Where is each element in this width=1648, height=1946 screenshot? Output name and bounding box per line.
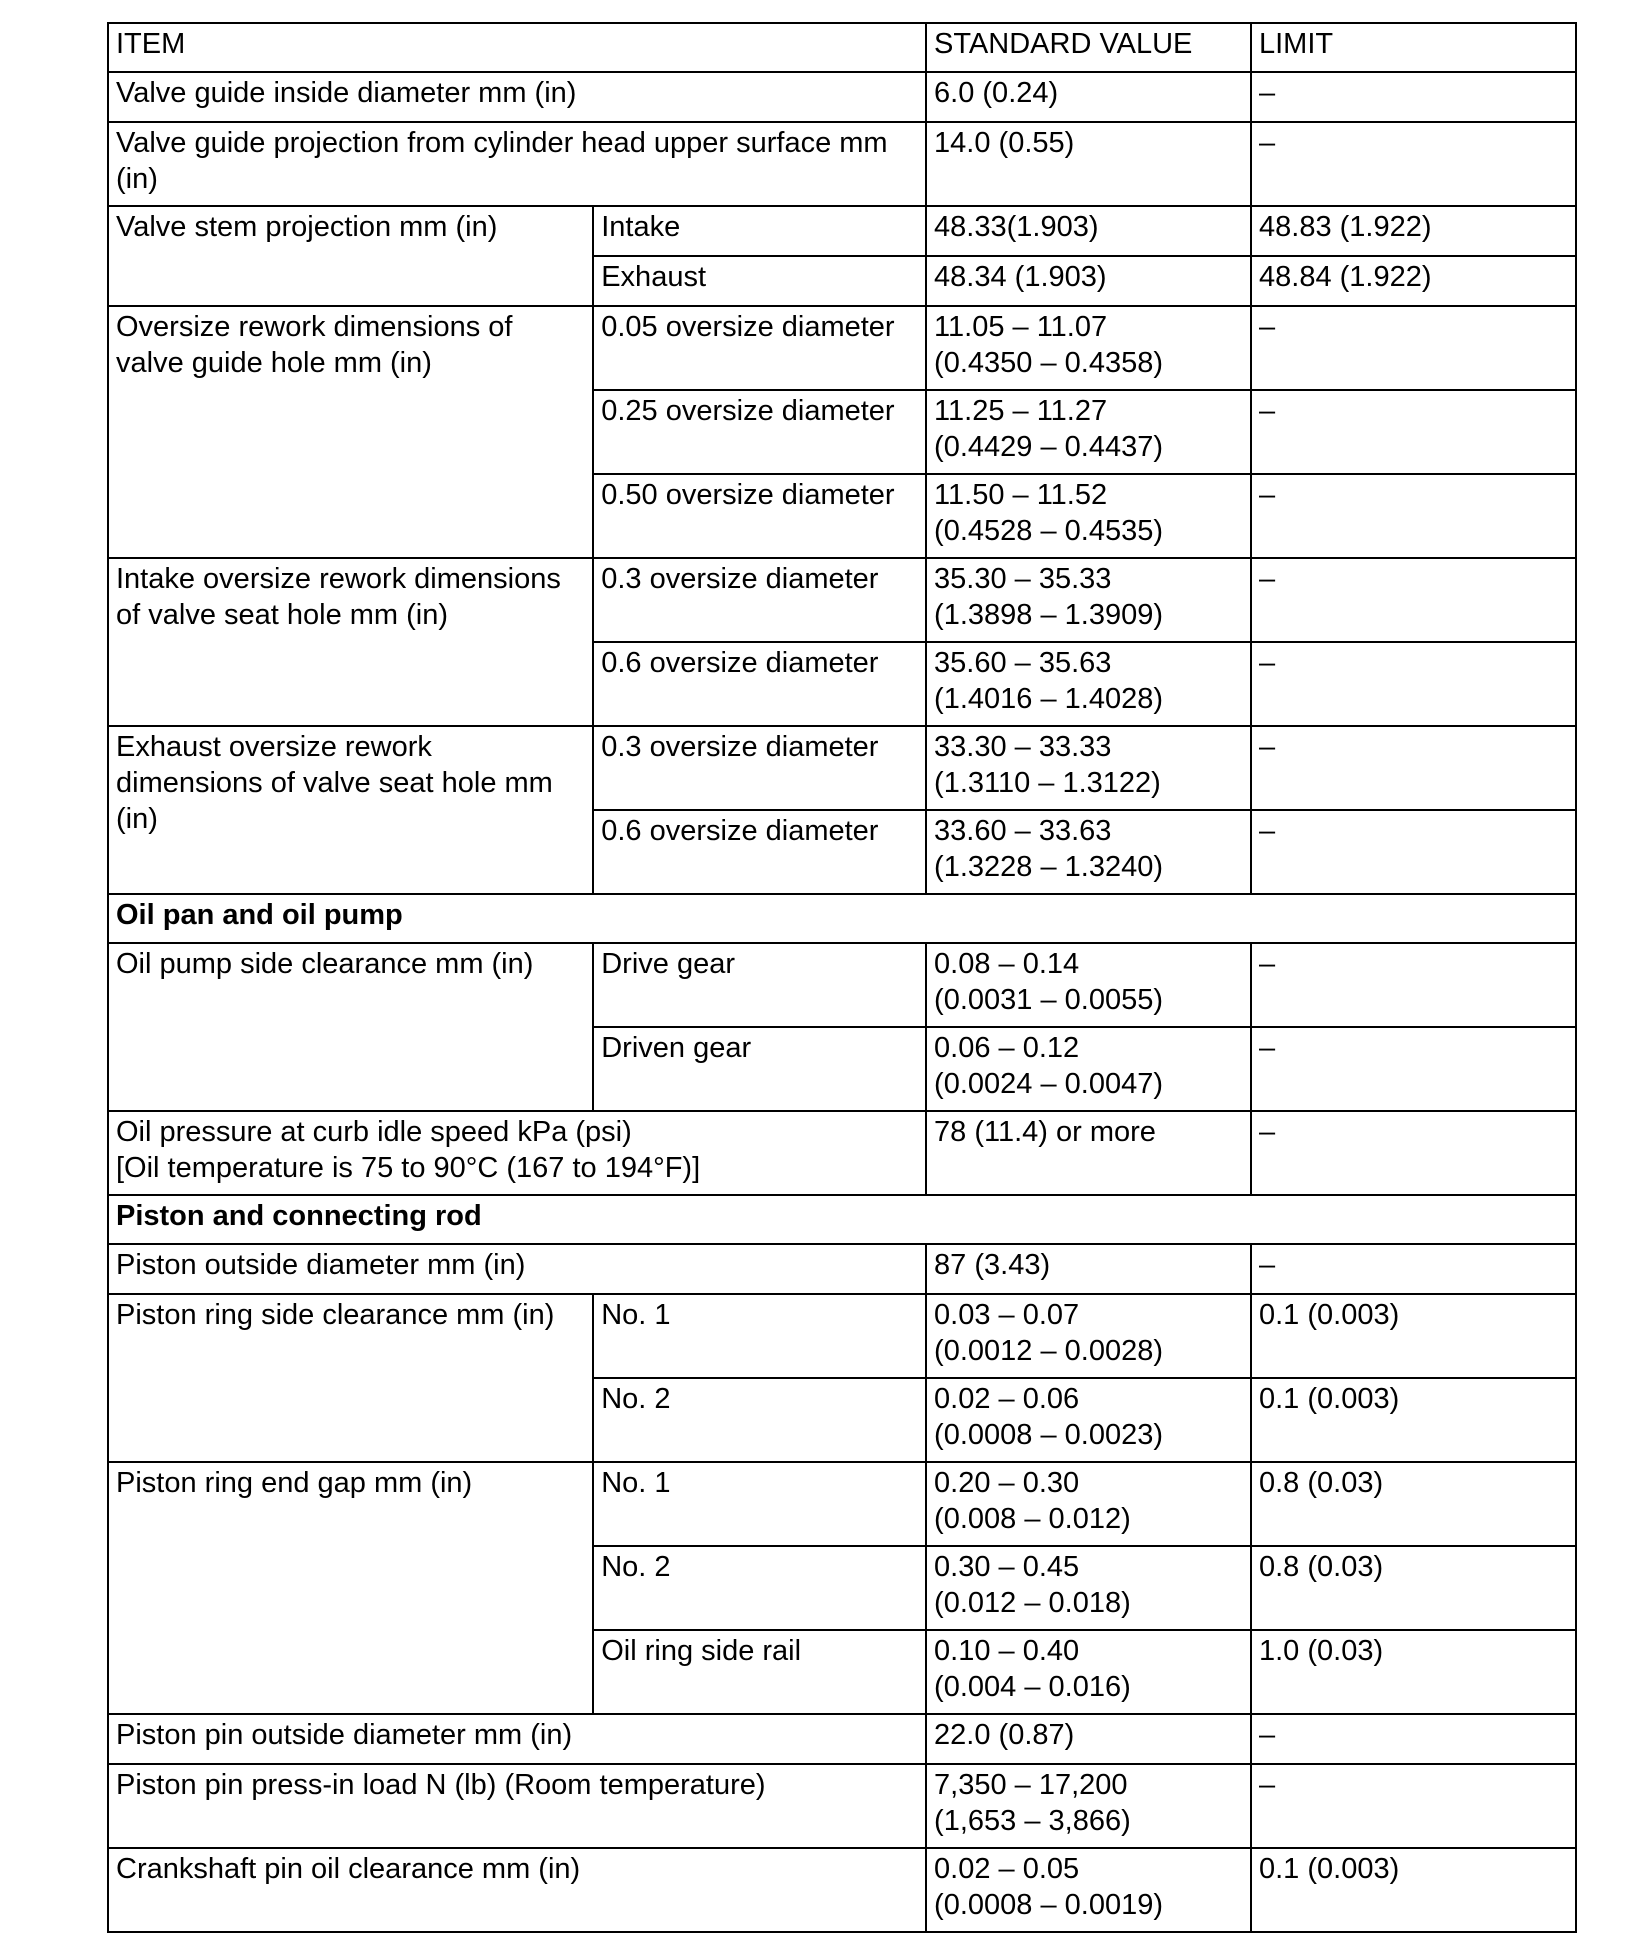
- table-row: [108, 206, 1576, 256]
- table-row: [108, 1462, 1576, 1546]
- section-title-piston: Piston and connecting rod: [108, 1195, 1576, 1244]
- standard-value-cell: 0.20 – 0.30 (0.008 – 0.012): [926, 1462, 1251, 1546]
- standard-value-cell: 35.60 – 35.63 (1.4016 – 1.4028): [926, 642, 1251, 726]
- limit-cell: –: [1251, 558, 1576, 642]
- item-cell: Piston ring side clearance mm (in): [108, 1294, 593, 1462]
- standard-value-cell: 0.10 – 0.40 (0.004 – 0.016): [926, 1630, 1251, 1714]
- sub-item-cell: 0.6 oversize diameter: [593, 642, 926, 726]
- limit-cell: –: [1251, 306, 1576, 390]
- sub-item-cell: 0.05 oversize diameter: [593, 306, 926, 390]
- section-title-oil: Oil pan and oil pump: [108, 894, 1576, 943]
- item-cell: Crankshaft pin oil clearance mm (in): [108, 1848, 926, 1932]
- item-cell: Valve guide projection from cylinder head upper surface mm (in): [108, 122, 926, 206]
- limit-cell: –: [1251, 1714, 1576, 1764]
- sub-item-cell: 0.50 oversize diameter: [593, 474, 926, 558]
- standard-value-cell: 48.34 (1.903): [926, 256, 1251, 306]
- standard-value-cell: 0.02 – 0.05 (0.0008 – 0.0019): [926, 1848, 1251, 1932]
- spec-table: [107, 22, 1577, 1933]
- standard-value-cell: 48.33(1.903): [926, 206, 1251, 256]
- table-row: [108, 1714, 1576, 1764]
- header-standard-value: STANDARD VALUE: [926, 23, 1251, 72]
- limit-cell: –: [1251, 474, 1576, 558]
- limit-cell: –: [1251, 1111, 1576, 1195]
- table-row: [108, 1244, 1576, 1294]
- item-cell: Oil pressure at curb idle speed kPa (psi) [Oil temperature is 75 to 90°C (167 to 194°F)]: [108, 1111, 926, 1195]
- table-row: [108, 122, 1576, 206]
- header-row: [108, 23, 1576, 72]
- standard-value-cell: 33.60 – 33.63 (1.3228 – 1.3240): [926, 810, 1251, 894]
- limit-cell: –: [1251, 122, 1576, 206]
- header-limit: LIMIT: [1251, 23, 1576, 72]
- item-cell: Piston outside diameter mm (in): [108, 1244, 926, 1294]
- item-cell: Oil pump side clearance mm (in): [108, 943, 593, 1111]
- item-cell: Intake oversize rework dimensions of valve seat hole mm (in): [108, 558, 593, 726]
- table-row: [108, 943, 1576, 1027]
- standard-value-cell: 35.30 – 35.33 (1.3898 – 1.3909): [926, 558, 1251, 642]
- standard-value-cell: 0.06 – 0.12 (0.0024 – 0.0047): [926, 1027, 1251, 1111]
- spec-page: [107, 22, 1577, 1933]
- limit-cell: –: [1251, 72, 1576, 122]
- table-row: [108, 726, 1576, 810]
- standard-value-cell: 0.30 – 0.45 (0.012 – 0.018): [926, 1546, 1251, 1630]
- sub-item-cell: Intake: [593, 206, 926, 256]
- standard-value-cell: 22.0 (0.87): [926, 1714, 1251, 1764]
- sub-item-cell: 0.3 oversize diameter: [593, 726, 926, 810]
- limit-cell: 0.1 (0.003): [1251, 1294, 1576, 1378]
- standard-value-cell: 33.30 – 33.33 (1.3110 – 1.3122): [926, 726, 1251, 810]
- limit-cell: –: [1251, 1764, 1576, 1848]
- standard-value-cell: 87 (3.43): [926, 1244, 1251, 1294]
- table-row: [108, 306, 1576, 390]
- sub-item-cell: No. 1: [593, 1294, 926, 1378]
- limit-cell: –: [1251, 943, 1576, 1027]
- sub-item-cell: No. 2: [593, 1546, 926, 1630]
- item-cell: Oversize rework dimensions of valve guide hole mm (in): [108, 306, 593, 558]
- sub-item-cell: 0.3 oversize diameter: [593, 558, 926, 642]
- table-row: [108, 1294, 1576, 1378]
- table-row: [108, 1111, 1576, 1195]
- limit-cell: –: [1251, 726, 1576, 810]
- standard-value-cell: 6.0 (0.24): [926, 72, 1251, 122]
- table-row: [108, 72, 1576, 122]
- section-row: [108, 1195, 1576, 1244]
- header-item: ITEM: [108, 23, 926, 72]
- table-row: [108, 1764, 1576, 1848]
- item-cell: Valve guide inside diameter mm (in): [108, 72, 926, 122]
- standard-value-cell: 11.25 – 11.27 (0.4429 – 0.4437): [926, 390, 1251, 474]
- standard-value-cell: 0.03 – 0.07 (0.0012 – 0.0028): [926, 1294, 1251, 1378]
- item-cell: Valve stem projection mm (in): [108, 206, 593, 306]
- table-row: [108, 1848, 1576, 1932]
- item-cell: Piston pin outside diameter mm (in): [108, 1714, 926, 1764]
- item-cell: Exhaust oversize rework dimensions of valve seat hole mm (in): [108, 726, 593, 894]
- standard-value-cell: 14.0 (0.55): [926, 122, 1251, 206]
- sub-item-cell: Oil ring side rail: [593, 1630, 926, 1714]
- section-row: [108, 894, 1576, 943]
- limit-cell: –: [1251, 642, 1576, 726]
- standard-value-cell: 0.02 – 0.06 (0.0008 – 0.0023): [926, 1378, 1251, 1462]
- sub-item-cell: No. 1: [593, 1462, 926, 1546]
- sub-item-cell: Exhaust: [593, 256, 926, 306]
- sub-item-cell: Drive gear: [593, 943, 926, 1027]
- limit-cell: 0.1 (0.003): [1251, 1848, 1576, 1932]
- limit-cell: 0.8 (0.03): [1251, 1546, 1576, 1630]
- item-cell: Piston ring end gap mm (in): [108, 1462, 593, 1714]
- table-row: [108, 558, 1576, 642]
- limit-cell: 1.0 (0.03): [1251, 1630, 1576, 1714]
- limit-cell: 48.83 (1.922): [1251, 206, 1576, 256]
- standard-value-cell: 11.05 – 11.07 (0.4350 – 0.4358): [926, 306, 1251, 390]
- limit-cell: 0.1 (0.003): [1251, 1378, 1576, 1462]
- sub-item-cell: No. 2: [593, 1378, 926, 1462]
- limit-cell: 0.8 (0.03): [1251, 1462, 1576, 1546]
- sub-item-cell: 0.6 oversize diameter: [593, 810, 926, 894]
- limit-cell: –: [1251, 390, 1576, 474]
- sub-item-cell: 0.25 oversize diameter: [593, 390, 926, 474]
- sub-item-cell: Driven gear: [593, 1027, 926, 1111]
- limit-cell: –: [1251, 1027, 1576, 1111]
- standard-value-cell: 7,350 – 17,200 (1,653 – 3,866): [926, 1764, 1251, 1848]
- limit-cell: 48.84 (1.922): [1251, 256, 1576, 306]
- item-cell: Piston pin press-in load N (lb) (Room temperature): [108, 1764, 926, 1848]
- standard-value-cell: 78 (11.4) or more: [926, 1111, 1251, 1195]
- limit-cell: –: [1251, 810, 1576, 894]
- limit-cell: –: [1251, 1244, 1576, 1294]
- standard-value-cell: 0.08 – 0.14 (0.0031 – 0.0055): [926, 943, 1251, 1027]
- standard-value-cell: 11.50 – 11.52 (0.4528 – 0.4535): [926, 474, 1251, 558]
